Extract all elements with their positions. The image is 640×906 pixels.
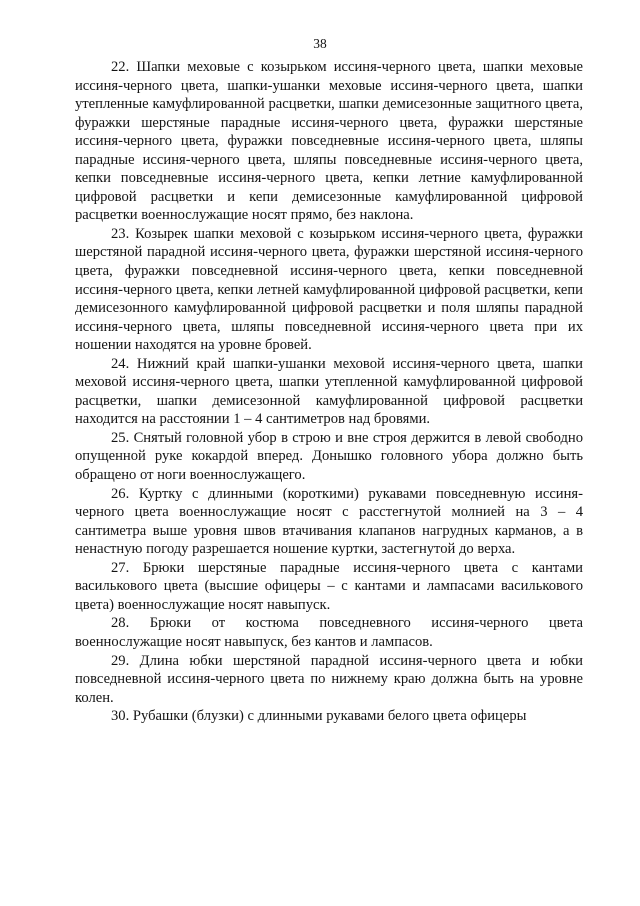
paragraph-27: 27. Брюки шерстяные парадные иссиня-черного цвета с кантами василькового цвета (высшие офицеры – с кантами и лампасами василькового цвета) военнослужащие носят навыпуск. [75,559,583,613]
paragraph-29: 29. Длина юбки шерстяной парадной иссиня-черного цвета и юбки повседневной иссиня-черного цвета по нижнему краю должна быть на уровне колен. [75,652,583,706]
paragraph-30: 30. Рубашки (блузки) с длинными рукавами белого цвета офицеры [111,708,527,725]
paragraph-23: 23. Козырек шапки меховой с козырьком иссиня-черного цвета, фуражки шерстяной парадной иссиня-черного цвета, фуражки шерстяной иссиня-черного цвета, фуражки повседневной иссиня-черного цвета, кепки повседневной иссиня-черного цвета, кепки летней камуфлированной цифровой расцветки, кепи демисезонного камуфлированной цифровой расцветки и поля шляпы парадной иссиня-черного цвета, шляпы повседневной иссиня-черного цвета при их ношении находятся на уровне бровей. [75,225,583,354]
paragraph-22: 22. Шапки меховые с козырьком иссиня-черного цвета, шапки меховые иссиня-черного цвета, шапки-ушанки меховые иссиня-черного цвета, шапки утепленные камуфлированной расцветки, шапки демисезонные защитного цвета, фуражки шерстяные парадные иссиня-черного цвета, фуражки шерстяные иссиня-черного цвета, фуражки повседневные иссиня-черного цвета, шляпы парадные иссиня-черного цвета, шляпы повседневные иссиня-черного цвета, кепки повседневные иссиня-черного цвета, кепки летние камуфлированной цифровой расцветки и кепи демисезонные камуфлированной цифровой расцветки военнослужащие носят прямо, без наклона. [75,59,583,224]
paragraph-26: 26. Куртку с длинными (короткими) рукавами повседневную иссиня-черного цвета военнослужащие носят с расстегнутой молнией на 3 – 4 сантиметра выше уровня швов втачивания клапанов нагрудных карманов, а в ненастную погоду разрешается ношение куртки, застегнутой до верха. [75,485,583,558]
paragraph-25: 25. Снятый головной убор в строю и вне строя держится в левой свободно опущенной руке кокардой вперед. Донышко головного убора должно быть обращено от ноги военнослужащего. [75,429,583,484]
page-number: 38 [313,36,327,51]
paragraph-24: 24. Нижний край шапки-ушанки меховой иссиня-черного цвета, шапки меховой иссиня-черного цвета, шапки утепленной камуфлированной цифровой расцветки, шапки демисезонной камуфлированной цифровой расцветки находится на расстоянии 1 – 4 сантиметров над бровями. [75,355,583,428]
paragraph-28: 28. Брюки от костюма повседневного иссиня-черного цвета военнослужащие носят навыпуск, без кантов и лампасов. [75,615,583,650]
document-body [75,58,583,726]
